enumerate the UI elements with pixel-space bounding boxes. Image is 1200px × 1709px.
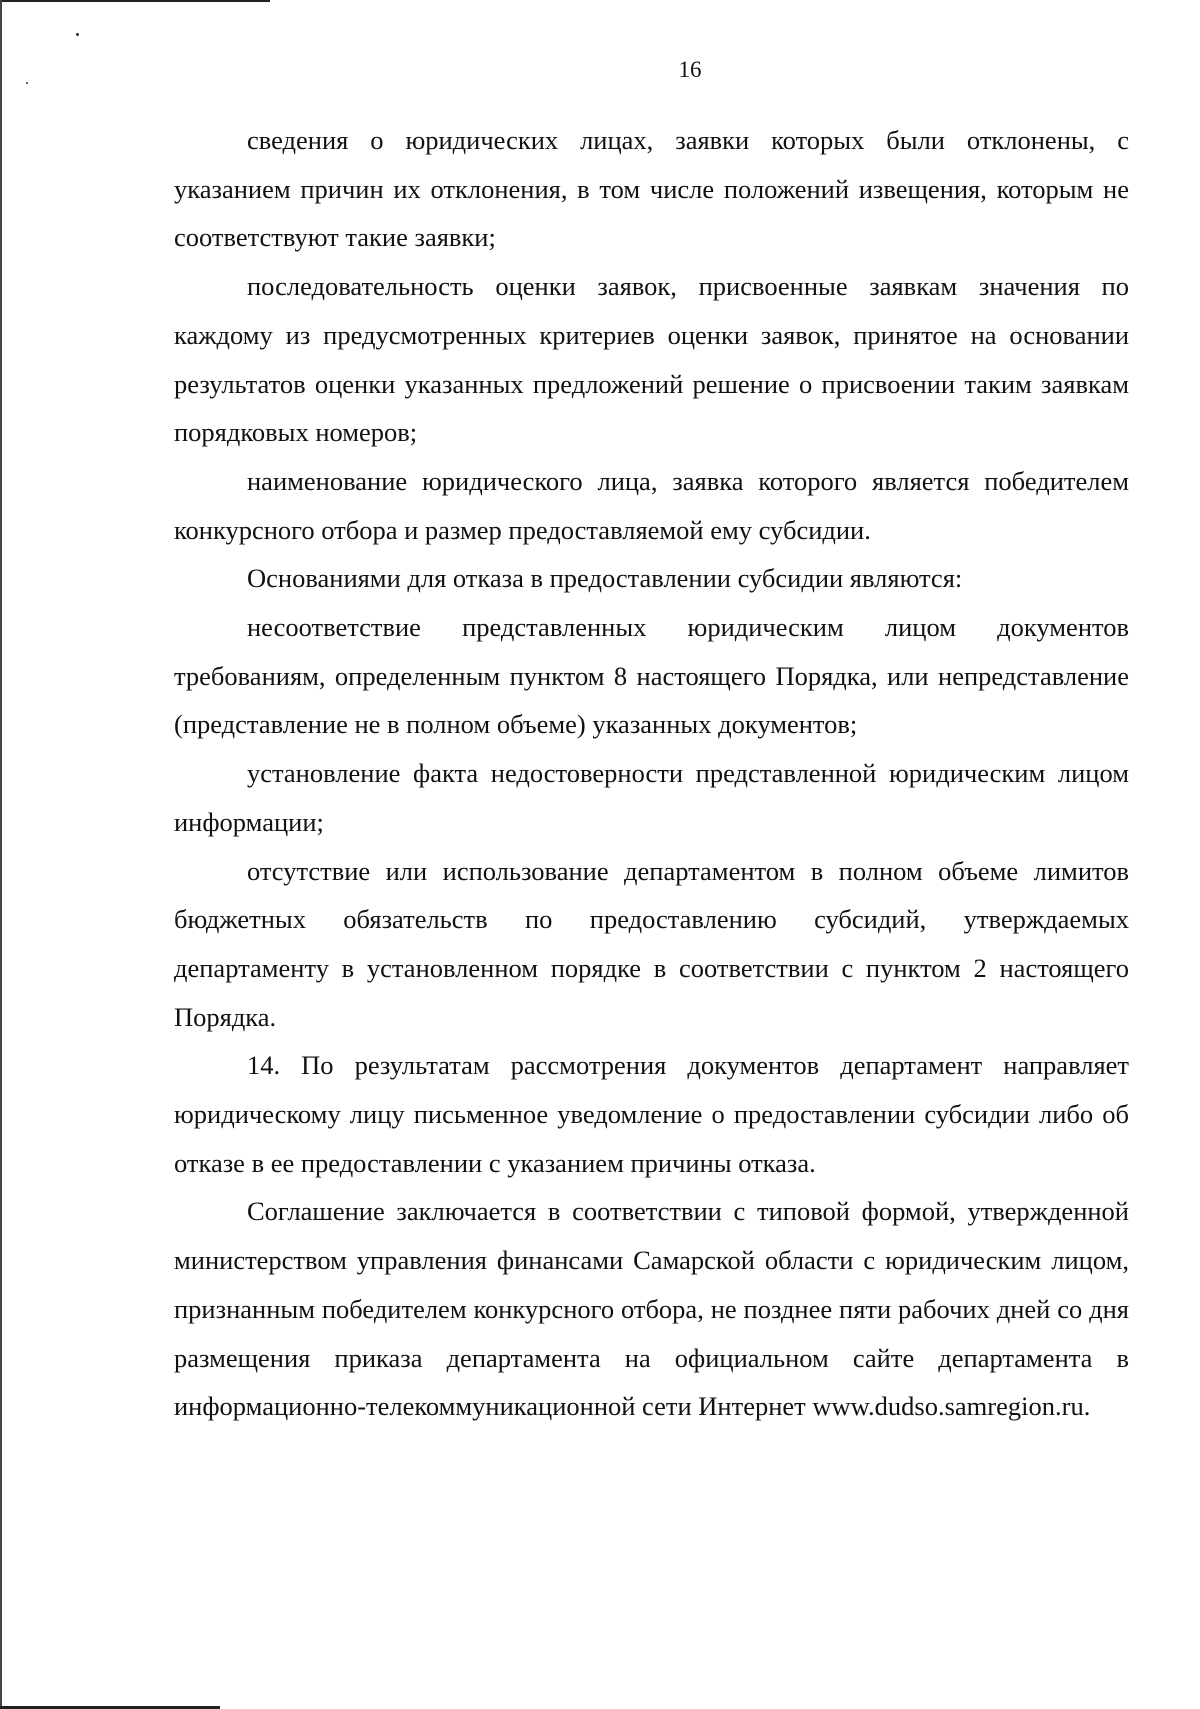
scan-speck	[26, 82, 28, 84]
scan-edge-top	[0, 0, 270, 2]
scan-edge-left	[0, 0, 2, 1709]
scan-speck	[76, 33, 79, 36]
page-number: 16	[678, 57, 702, 82]
paragraph: установление факта недостоверности представленной юридическим лицом информации;	[174, 758, 1129, 837]
paragraph: наименование юридического лица, заявка которого является победителем конкурсного отбора и размер предоставляемой ему субсидии.	[174, 465, 1129, 545]
document-body	[174, 116, 1129, 1431]
paragraph: отсутствие или использование департаментом в полном объеме лимитов бюджетных обязательств по предоставлению субсидий, утверждаемых департаменту в установленном порядке в соответствии с пунктом 2 настоящего Порядка.	[174, 855, 1129, 1032]
paragraph: Основаниями для отказа в предоставлении субсидии являются:	[247, 563, 963, 594]
paragraph: последовательность оценки заявок, присвоенные заявкам значения по каждому из предусмотренных критериев оценки заявок, принятое на основании результатов оценки указанных предложений решение о присвоении таким заявкам порядковых номеров;	[174, 271, 1129, 448]
paragraph: Соглашение заключается в соответствии с типовой формой, утвержденной министерством управления финансами Самарской области с юридическим лицом, признанным победителем конкурсного отбора, не позднее пяти рабочих дней со дня размещения приказа департамента на официальном сайте департамента в информационно-телекоммуникационной сети Интернет www.dudso.samregion.ru.	[174, 1196, 1129, 1422]
paragraph: 14. По результатам рассмотрения документов департамент направляет юридическому лицу письменное уведомление о предоставлении субсидии либо об отказе в ее предоставлении с указанием причины отказа.	[174, 1050, 1129, 1178]
paragraph: сведения о юридических лицах, заявки которых были отклонены, с указанием причин их отклонения, в том числе положений извещения, которым не соответствуют такие заявки;	[174, 125, 1129, 253]
paragraph: несоответствие представленных юридическим лицом документов требованиям, определенным пунктом 8 настоящего Порядка, или непредставление (представление не в полном объеме) указанных документов;	[174, 612, 1129, 740]
